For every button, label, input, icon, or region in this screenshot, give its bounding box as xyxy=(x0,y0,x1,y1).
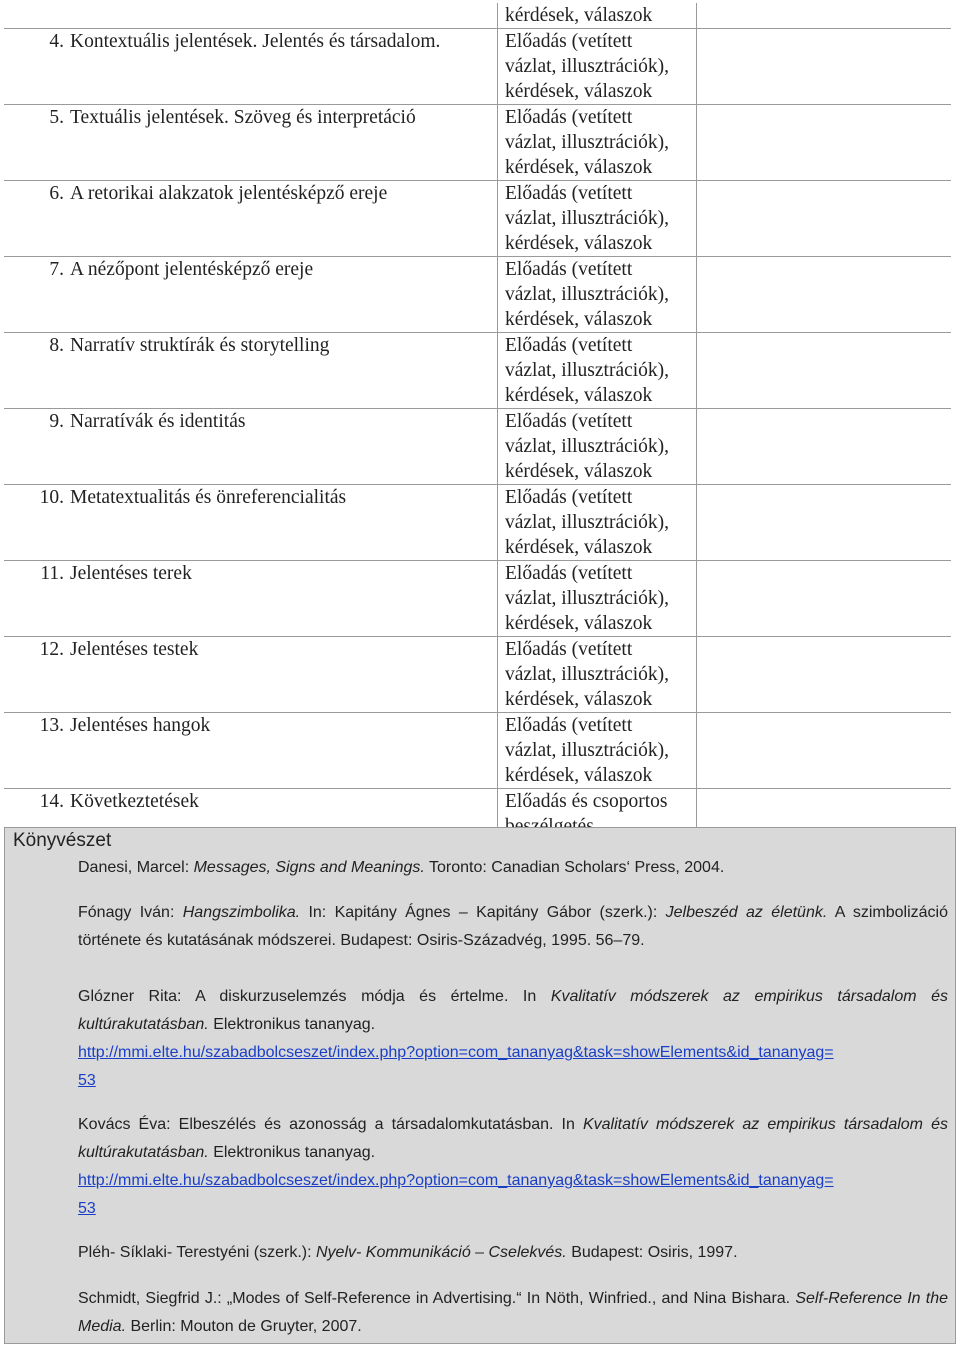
method-cell xyxy=(498,409,697,485)
topic-cell xyxy=(4,333,498,409)
method-line: vázlat, illusztrációk), xyxy=(505,664,670,685)
topic-number: 12. xyxy=(39,639,64,660)
method-line: kérdések, válaszok xyxy=(505,537,653,558)
entry-publisher: Toronto: Canadian Scholars‘ Press, 2004. xyxy=(424,859,725,876)
bibliography-section xyxy=(4,827,956,1344)
method-cell xyxy=(498,485,697,561)
topic-number: 5. xyxy=(49,107,64,128)
bib-entry-kovacs xyxy=(78,1111,948,1223)
topic-cell xyxy=(4,181,498,257)
schedule-row xyxy=(4,713,951,789)
entry-editors: In: Kapitány Ágnes – Kapitány Gábor (szerk.): xyxy=(300,904,666,921)
entry-author: Danesi, Marcel: xyxy=(78,859,194,876)
entry-author: Kovács Éva: Elbeszélés és azonosság a társadalomkutatásban. In xyxy=(78,1116,583,1133)
method-cell xyxy=(498,257,697,333)
method-line: Előadás (vetített xyxy=(505,259,633,280)
schedule-row xyxy=(4,29,951,105)
method-line: vázlat, illusztrációk), xyxy=(505,588,670,609)
schedule-body xyxy=(4,3,951,840)
method-cell xyxy=(498,3,697,29)
blank-cell xyxy=(697,3,952,29)
method-line: kérdések, válaszok xyxy=(505,765,653,786)
topic-number: 11. xyxy=(40,563,64,584)
method-line: vázlat, illusztrációk), xyxy=(505,284,670,305)
entry-link-tail[interactable]: 53 xyxy=(78,1200,96,1217)
schedule-row xyxy=(4,561,951,637)
topic-title: Narratívák és identitás xyxy=(70,411,246,432)
topic-cell-empty xyxy=(4,3,498,29)
method-line: kérdések, válaszok xyxy=(505,309,653,330)
method-line: kérdések, válaszok xyxy=(505,233,653,254)
topic-cell xyxy=(4,713,498,789)
entry-title: Nyelv- Kommunikáció – Cselekvés. xyxy=(316,1244,567,1261)
topic-number: 14. xyxy=(39,791,64,812)
method-line: kérdések, válaszok xyxy=(505,613,653,634)
method-line: vázlat, illusztrációk), xyxy=(505,208,670,229)
blank-cell xyxy=(697,181,952,257)
schedule-table xyxy=(4,3,951,840)
entry-title: Self-Reference In the Media. xyxy=(78,1290,948,1335)
topic-cell xyxy=(4,105,498,181)
method-line: vázlat, illusztrációk), xyxy=(505,132,670,153)
method-line: vázlat, illusztrációk), xyxy=(505,56,670,77)
schedule-row-tail xyxy=(4,3,951,29)
blank-cell xyxy=(697,29,952,105)
schedule-row xyxy=(4,637,951,713)
topic-number: 13. xyxy=(39,715,64,736)
entry-author: Glózner Rita: A diskurzuselemzés módja és értelme. In xyxy=(78,988,551,1005)
method-cell xyxy=(498,105,697,181)
entry-volume: Kvalitatív módszerek az empirikus társadalom és kultúrakutatásban. xyxy=(78,988,949,1033)
schedule-row xyxy=(4,409,951,485)
topic-number: 6. xyxy=(49,183,64,204)
topic-cell xyxy=(4,257,498,333)
entry-link[interactable]: http://mmi.elte.hu/szabadbolcseszet/index.php?option=com_tananyag&task=showElements&id_tananyag= xyxy=(78,1172,834,1189)
topic-cell xyxy=(4,29,498,105)
method-line: kérdések, válaszok xyxy=(505,5,653,26)
blank-cell xyxy=(697,105,952,181)
method-cell xyxy=(498,713,697,789)
method-line: Előadás (vetített xyxy=(505,107,633,128)
method-cell xyxy=(498,181,697,257)
method-cell xyxy=(498,29,697,105)
entry-volume: Jelbeszéd az életünk. xyxy=(665,904,828,921)
entry-volume: Kvalitatív módszerek az empirikus társadalom és kultúrakutatásban. xyxy=(78,1116,949,1161)
blank-cell xyxy=(697,333,952,409)
entry-publisher: A szimbolizáció története és kutatásának módszerei. Budapest: Osiris-Századvég, 1995. 56–79. xyxy=(78,904,949,949)
topic-number: 8. xyxy=(49,335,64,356)
entry-author: Fónagy Iván: xyxy=(78,904,183,921)
method-line: kérdések, válaszok xyxy=(505,689,653,710)
method-cell xyxy=(498,333,697,409)
bib-entry-schmidt xyxy=(78,1285,948,1341)
schedule-row xyxy=(4,333,951,409)
topic-title: Jelentéses testek xyxy=(70,639,199,660)
topic-cell xyxy=(4,561,498,637)
method-cell xyxy=(498,637,697,713)
method-line: vázlat, illusztrációk), xyxy=(505,360,670,381)
method-line: Előadás (vetített xyxy=(505,563,633,584)
topic-title: Narratív struktírák és storytelling xyxy=(70,335,330,356)
topic-number: 4. xyxy=(49,31,64,52)
topic-number: 10. xyxy=(39,487,64,508)
blank-cell xyxy=(697,561,952,637)
bib-entry-glozner xyxy=(78,983,948,1095)
topic-number: 9. xyxy=(49,411,64,432)
method-line: Előadás (vetített xyxy=(505,335,633,356)
method-line: Előadás és csoportos xyxy=(505,791,668,812)
bibliography-heading: Könyvészet xyxy=(13,830,112,851)
method-line: Előadás (vetített xyxy=(505,639,633,660)
method-line: kérdések, válaszok xyxy=(505,461,653,482)
schedule-row xyxy=(4,257,951,333)
blank-cell xyxy=(697,637,952,713)
schedule-row xyxy=(4,105,951,181)
method-line: Előadás (vetített xyxy=(505,183,633,204)
bib-entry-pleh xyxy=(78,1239,738,1267)
topic-title: Textuális jelentések. Szöveg és interpretáció xyxy=(70,107,416,128)
method-line: Előadás (vetített xyxy=(505,31,633,52)
method-line: vázlat, illusztrációk), xyxy=(505,740,670,761)
topic-title: Következtetések xyxy=(70,791,199,812)
method-line: vázlat, illusztrációk), xyxy=(505,436,670,457)
topic-cell xyxy=(4,485,498,561)
method-line: kérdések, válaszok xyxy=(505,81,653,102)
method-line: vázlat, illusztrációk), xyxy=(505,512,670,533)
blank-cell xyxy=(697,409,952,485)
entry-title: Hangszimbolika. xyxy=(182,904,301,921)
entry-title: Messages, Signs and Meanings. xyxy=(193,859,425,876)
topic-title: Jelentéses terek xyxy=(70,563,192,584)
entry-author: Schmidt, Siegfrid J.: „Modes of Self-Reference in Advertising.“ In Nöth, Winfried., and Nina Bishara. xyxy=(78,1290,796,1307)
entry-publisher: Berlin: Mouton de Gruyter, 2007. xyxy=(126,1318,362,1335)
entry-medium: Elektronikus tananyag. xyxy=(208,1144,376,1161)
topic-title: Jelentéses hangok xyxy=(70,715,211,736)
topic-cell xyxy=(4,409,498,485)
entry-publisher: Budapest: Osiris, 1997. xyxy=(566,1244,738,1261)
topic-title: Kontextuális jelentések. Jelentés és társadalom. xyxy=(70,31,441,52)
method-line: kérdések, válaszok xyxy=(505,385,653,406)
topic-number: 7. xyxy=(49,259,64,280)
entry-link[interactable]: http://mmi.elte.hu/szabadbolcseszet/index.php?option=com_tananyag&task=showElements&id_tananyag= xyxy=(78,1044,834,1061)
method-line: Előadás (vetített xyxy=(505,411,633,432)
blank-cell xyxy=(697,485,952,561)
entry-author: Pléh- Síklaki- Terestyéni (szerk.): xyxy=(78,1244,316,1261)
topic-title: A retorikai alakzatok jelentésképző ereje xyxy=(70,183,388,204)
topic-title: Metatextualitás és önreferencialitás xyxy=(70,487,347,508)
schedule-row xyxy=(4,485,951,561)
method-line: Előadás (vetített xyxy=(505,487,633,508)
bib-entry-fonagy xyxy=(78,899,948,955)
topic-title: A nézőpont jelentésképző ereje xyxy=(70,259,314,280)
blank-cell xyxy=(697,713,952,789)
method-line: Előadás (vetített xyxy=(505,715,633,736)
method-line: kérdések, válaszok xyxy=(505,157,653,178)
blank-cell xyxy=(697,257,952,333)
bib-entry-danesi xyxy=(78,854,724,882)
schedule-row xyxy=(4,181,951,257)
method-cell xyxy=(498,561,697,637)
entry-medium: Elektronikus tananyag. xyxy=(208,1016,376,1033)
entry-link-tail[interactable]: 53 xyxy=(78,1072,96,1089)
topic-cell xyxy=(4,637,498,713)
